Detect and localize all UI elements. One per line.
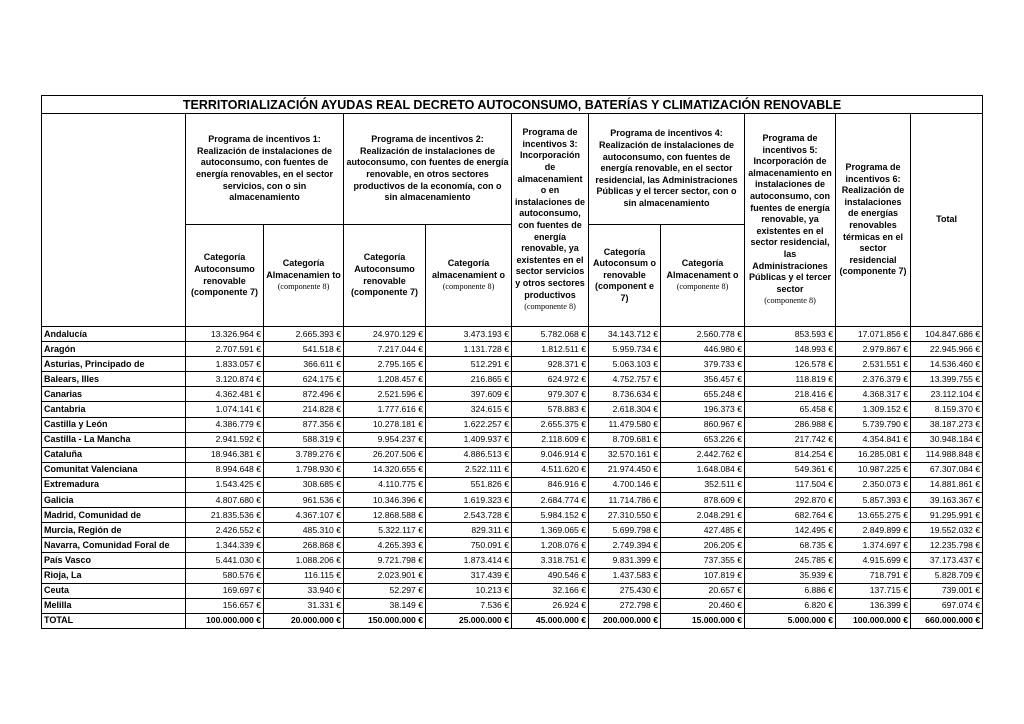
amount-c5: 2.655.375 € xyxy=(512,417,589,432)
amount-c2: 961.536 € xyxy=(264,493,344,508)
amount-c3: 12.868.588 € xyxy=(344,508,426,523)
table-row xyxy=(42,372,983,387)
amount-c2: 33.940 € xyxy=(264,583,344,598)
amount-c9: 2.350.073 € xyxy=(836,477,911,492)
amount-c6: 27.310.550 € xyxy=(589,508,661,523)
p1-autoconsumo-header: Categoría Autoconsumo renovable (componente 7) xyxy=(186,225,264,327)
amount-c7: 20.657 € xyxy=(661,583,745,598)
amount-c7: 2.442.762 € xyxy=(661,447,745,462)
table-row xyxy=(42,387,983,402)
amount-c9: 13.655.275 € xyxy=(836,508,911,523)
table-container xyxy=(41,95,982,629)
amount-c5: 490.546 € xyxy=(512,568,589,583)
region-name: Melilla xyxy=(42,598,186,613)
total-header: Total xyxy=(911,114,983,327)
amount-c10: 739.001 € xyxy=(911,583,983,598)
total-c8: 5.000.000 € xyxy=(745,613,836,628)
amount-c6: 275.430 € xyxy=(589,583,661,598)
table-row xyxy=(42,432,983,447)
amount-c8: 286.988 € xyxy=(745,417,836,432)
region-name: Cantabria xyxy=(42,402,186,417)
table-row xyxy=(42,508,983,523)
amount-c5: 928.371 € xyxy=(512,357,589,372)
amount-c1: 4.362.481 € xyxy=(186,387,264,402)
region-name: Castilla y León xyxy=(42,417,186,432)
amount-c8: 148.993 € xyxy=(745,342,836,357)
amount-c8: 682.764 € xyxy=(745,508,836,523)
amount-c3: 4.110.775 € xyxy=(344,477,426,492)
amount-c6: 5.699.798 € xyxy=(589,523,661,538)
amount-c5: 979.307 € xyxy=(512,387,589,402)
p4-almacenamiento-component: (componente 8) xyxy=(676,282,729,292)
region-name: Ceuta xyxy=(42,583,186,598)
amount-c5: 624.972 € xyxy=(512,372,589,387)
amount-c6: 11.714.786 € xyxy=(589,493,661,508)
amount-c7: 655.248 € xyxy=(661,387,745,402)
amount-c4: 1.409.937 € xyxy=(426,432,512,447)
table-row xyxy=(42,598,983,613)
amount-c2: 4.367.107 € xyxy=(264,508,344,523)
program-1-header: Programa de incentivos 1: Realización de instalaciones de autoconsumo, con fuentes de energía renovables, en el sector servicios, con o sin almacenamiento xyxy=(186,114,344,225)
region-name: Madrid, Comunidad de xyxy=(42,508,186,523)
amount-c7: 196.373 € xyxy=(661,402,745,417)
amount-c7: 20.460 € xyxy=(661,598,745,613)
amount-c7: 860.967 € xyxy=(661,417,745,432)
amount-c1: 169.697 € xyxy=(186,583,264,598)
amount-c10: 12.235.798 € xyxy=(911,538,983,553)
amount-c6: 34.143.712 € xyxy=(589,327,661,342)
amount-c7: 2.048.291 € xyxy=(661,508,745,523)
amount-c4: 317.439 € xyxy=(426,568,512,583)
amount-c5: 846.916 € xyxy=(512,477,589,492)
amount-c9: 136.399 € xyxy=(836,598,911,613)
p1-almacenamiento-text: Categoría Almacenamien to xyxy=(266,258,341,280)
amount-c10: 13.399.755 € xyxy=(911,372,983,387)
amount-c8: 6.886 € xyxy=(745,583,836,598)
amount-c6: 32.570.161 € xyxy=(589,447,661,462)
amount-c2: 31.331 € xyxy=(264,598,344,613)
amount-c10: 91.295.991 € xyxy=(911,508,983,523)
amount-c2: 366.611 € xyxy=(264,357,344,372)
amount-c7: 737.355 € xyxy=(661,553,745,568)
amount-c1: 21.835.536 € xyxy=(186,508,264,523)
program-3-text: Programa de incentivos 3: Incorporación de almacenamient o en instalaciones de autoconsumo, con fuentes de energía renovable, ya existentes en el sector servicios y otros sectores productivos xyxy=(514,127,586,300)
amount-c7: 446.980 € xyxy=(661,342,745,357)
amount-c4: 512.291 € xyxy=(426,357,512,372)
amount-c7: 352.511 € xyxy=(661,477,745,492)
amount-c10: 697.074 € xyxy=(911,598,983,613)
amount-c9: 2.531.551 € xyxy=(836,357,911,372)
amount-c7: 107.819 € xyxy=(661,568,745,583)
amount-c1: 1.074.141 € xyxy=(186,402,264,417)
amount-c10: 8.159.370 € xyxy=(911,402,983,417)
total-c7: 15.000.000 € xyxy=(661,613,745,628)
amount-c1: 3.120.874 € xyxy=(186,372,264,387)
amount-c2: 268.868 € xyxy=(264,538,344,553)
amount-c6: 11.479.580 € xyxy=(589,417,661,432)
total-c5: 45.000.000 € xyxy=(512,613,589,628)
amount-c2: 541.518 € xyxy=(264,342,344,357)
table-row xyxy=(42,553,983,568)
amount-c1: 4.386.779 € xyxy=(186,417,264,432)
amount-c1: 8.994.648 € xyxy=(186,462,264,477)
amount-c4: 2.543.728 € xyxy=(426,508,512,523)
amount-c10: 114.988.848 € xyxy=(911,447,983,462)
amount-c10: 22.945.966 € xyxy=(911,342,983,357)
program-5-component: (componente 8) xyxy=(764,296,816,306)
amount-c8: 292.870 € xyxy=(745,493,836,508)
amount-c1: 1.344.339 € xyxy=(186,538,264,553)
amount-c3: 1.777.616 € xyxy=(344,402,426,417)
amount-c3: 2.521.596 € xyxy=(344,387,426,402)
amount-c7: 356.457 € xyxy=(661,372,745,387)
amount-c5: 9.046.914 € xyxy=(512,447,589,462)
amount-c3: 2.795.165 € xyxy=(344,357,426,372)
amount-c3: 26.207.506 € xyxy=(344,447,426,462)
amount-c4: 216.865 € xyxy=(426,372,512,387)
region-name: Galicia xyxy=(42,493,186,508)
amount-c4: 3.473.193 € xyxy=(426,327,512,342)
p2-autoconsumo-header: Categoría Autoconsumo renovable (componente 7) xyxy=(344,225,426,327)
amount-c8: 6.820 € xyxy=(745,598,836,613)
amount-c4: 750.091 € xyxy=(426,538,512,553)
amount-c5: 5.782.068 € xyxy=(512,327,589,342)
amount-c5: 2.684.774 € xyxy=(512,493,589,508)
amount-c4: 551.826 € xyxy=(426,477,512,492)
amount-c4: 1.873.414 € xyxy=(426,553,512,568)
region-name: Balears, Illes xyxy=(42,372,186,387)
table-row xyxy=(42,402,983,417)
region-name: Extremadura xyxy=(42,477,186,492)
amount-c8: 142.495 € xyxy=(745,523,836,538)
region-name: Navarra, Comunidad Foral de xyxy=(42,538,186,553)
amount-c9: 1.374.697 € xyxy=(836,538,911,553)
amount-c9: 17.071.856 € xyxy=(836,327,911,342)
amount-c10: 19.552.032 € xyxy=(911,523,983,538)
amount-c3: 7.217.044 € xyxy=(344,342,426,357)
total-c2: 20.000.000 € xyxy=(264,613,344,628)
amount-c3: 2.023.901 € xyxy=(344,568,426,583)
amount-c10: 39.163.367 € xyxy=(911,493,983,508)
amount-c3: 10.278.181 € xyxy=(344,417,426,432)
amount-c8: 68.735 € xyxy=(745,538,836,553)
amount-c8: 35.939 € xyxy=(745,568,836,583)
amount-c9: 4.354.841 € xyxy=(836,432,911,447)
table-row xyxy=(42,417,983,432)
distribution-table xyxy=(41,95,983,629)
table-row xyxy=(42,538,983,553)
total-label: TOTAL xyxy=(42,613,186,628)
program-3-header xyxy=(512,114,589,327)
amount-c5: 5.984.152 € xyxy=(512,508,589,523)
amount-c6: 4.700.146 € xyxy=(589,477,661,492)
table-row xyxy=(42,583,983,598)
amount-c9: 137.715 € xyxy=(836,583,911,598)
total-c10: 660.000.000 € xyxy=(911,613,983,628)
amount-c2: 1.088.206 € xyxy=(264,553,344,568)
amount-c5: 578.883 € xyxy=(512,402,589,417)
region-name: País Vasco xyxy=(42,553,186,568)
amount-c7: 2.560.778 € xyxy=(661,327,745,342)
amount-c3: 5.322.117 € xyxy=(344,523,426,538)
program-2-header: Programa de incentivos 2: Realización de instalaciones de autoconsumo, con fuentes de energía renovable, en otros sectores productivos de la economía, con o sin almacenamiento xyxy=(344,114,512,225)
amount-c9: 1.309.152 € xyxy=(836,402,911,417)
amount-c8: 65.458 € xyxy=(745,402,836,417)
amount-c8: 117.504 € xyxy=(745,477,836,492)
amount-c4: 1.619.323 € xyxy=(426,493,512,508)
amount-c9: 16.285.081 € xyxy=(836,447,911,462)
amount-c4: 829.311 € xyxy=(426,523,512,538)
amount-c1: 2.426.552 € xyxy=(186,523,264,538)
amount-c6: 21.974.450 € xyxy=(589,462,661,477)
amount-c1: 1.543.425 € xyxy=(186,477,264,492)
amount-c2: 2.665.393 € xyxy=(264,327,344,342)
amount-c1: 13.326.964 € xyxy=(186,327,264,342)
amount-c2: 872.496 € xyxy=(264,387,344,402)
program-6-header: Programa de incentivos 6: Realización de instalaciones de energías renovables térmicas en el sector residencial (componente 7) xyxy=(836,114,911,327)
p4-almacenamiento-text: Categoría Almacenament o xyxy=(666,258,739,280)
table-body xyxy=(42,327,983,629)
table-row xyxy=(42,568,983,583)
amount-c6: 2.749.394 € xyxy=(589,538,661,553)
amount-c7: 379.733 € xyxy=(661,357,745,372)
amount-c3: 24.970.129 € xyxy=(344,327,426,342)
amount-c5: 1.208.076 € xyxy=(512,538,589,553)
amount-c1: 580.576 € xyxy=(186,568,264,583)
region-name: Asturias, Principado de xyxy=(42,357,186,372)
amount-c3: 9.721.798 € xyxy=(344,553,426,568)
table-row xyxy=(42,447,983,462)
amount-c10: 14.536.460 € xyxy=(911,357,983,372)
program-3-component: (componente 8) xyxy=(524,302,576,312)
amount-c6: 5.063.103 € xyxy=(589,357,661,372)
amount-c4: 4.886.513 € xyxy=(426,447,512,462)
amount-c7: 653.226 € xyxy=(661,432,745,447)
p4-autoconsumo-header: Categoría Autoconsum o renovable (component e 7) xyxy=(589,225,661,327)
amount-c5: 32.166 € xyxy=(512,583,589,598)
amount-c6: 272.798 € xyxy=(589,598,661,613)
p2-almacenamiento-text: Categoría almacenamient o xyxy=(431,258,506,280)
table-title: TERRITORIALIZACIÓN AYUDAS REAL DECRETO AUTOCONSUMO, BATERÍAS Y CLIMATIZACIÓN RENOVABLE xyxy=(42,96,983,114)
p1-almacenamiento-header xyxy=(264,225,344,327)
p4-almacenamiento-header xyxy=(661,225,745,327)
amount-c8: 549.361 € xyxy=(745,462,836,477)
amount-c2: 116.115 € xyxy=(264,568,344,583)
amount-c4: 1.622.257 € xyxy=(426,417,512,432)
amount-c1: 2.707.591 € xyxy=(186,342,264,357)
amount-c9: 4.915.699 € xyxy=(836,553,911,568)
table-row xyxy=(42,523,983,538)
amount-c1: 1.833.057 € xyxy=(186,357,264,372)
total-c4: 25.000.000 € xyxy=(426,613,512,628)
amount-c4: 324.615 € xyxy=(426,402,512,417)
table-row xyxy=(42,462,983,477)
region-name: Comunitat Valenciana xyxy=(42,462,186,477)
amount-c1: 5.441.030 € xyxy=(186,553,264,568)
amount-c4: 10.213 € xyxy=(426,583,512,598)
region-name: Aragón xyxy=(42,342,186,357)
amount-c7: 1.648.084 € xyxy=(661,462,745,477)
amount-c3: 14.320.655 € xyxy=(344,462,426,477)
table-row xyxy=(42,327,983,342)
amount-c3: 4.265.393 € xyxy=(344,538,426,553)
total-c6: 200.000.000 € xyxy=(589,613,661,628)
table-row xyxy=(42,342,983,357)
amount-c8: 218.416 € xyxy=(745,387,836,402)
amount-c9: 5.857.393 € xyxy=(836,493,911,508)
amount-c6: 4.752.757 € xyxy=(589,372,661,387)
p2-almacenamiento-header xyxy=(426,225,512,327)
amount-c5: 4.511.620 € xyxy=(512,462,589,477)
amount-c8: 814.254 € xyxy=(745,447,836,462)
region-name: Cataluña xyxy=(42,447,186,462)
amount-c2: 1.798.930 € xyxy=(264,462,344,477)
amount-c6: 8.709.681 € xyxy=(589,432,661,447)
amount-c9: 2.849.899 € xyxy=(836,523,911,538)
amount-c5: 26.924 € xyxy=(512,598,589,613)
amount-c6: 8.736.634 € xyxy=(589,387,661,402)
region-name: Murcia, Región de xyxy=(42,523,186,538)
amount-c6: 5.959.734 € xyxy=(589,342,661,357)
amount-c8: 126.578 € xyxy=(745,357,836,372)
amount-c10: 38.187.273 € xyxy=(911,417,983,432)
amount-c9: 4.368.317 € xyxy=(836,387,911,402)
amount-c4: 1.131.728 € xyxy=(426,342,512,357)
amount-c4: 2.522.111 € xyxy=(426,462,512,477)
amount-c10: 14.881.861 € xyxy=(911,477,983,492)
amount-c10: 30.948.184 € xyxy=(911,432,983,447)
program-5-header xyxy=(745,114,836,327)
amount-c3: 9.954.237 € xyxy=(344,432,426,447)
amount-c8: 217.742 € xyxy=(745,432,836,447)
amount-c2: 485.310 € xyxy=(264,523,344,538)
amount-c2: 214.828 € xyxy=(264,402,344,417)
amount-c7: 878.609 € xyxy=(661,493,745,508)
amount-c3: 10.346.396 € xyxy=(344,493,426,508)
total-c9: 100.000.000 € xyxy=(836,613,911,628)
total-c1: 100.000.000 € xyxy=(186,613,264,628)
amount-c5: 3.318.751 € xyxy=(512,553,589,568)
region-name: Castilla - La Mancha xyxy=(42,432,186,447)
amount-c5: 1.812.511 € xyxy=(512,342,589,357)
amount-c5: 2.118.609 € xyxy=(512,432,589,447)
amount-c1: 2.941.592 € xyxy=(186,432,264,447)
region-header-cell xyxy=(42,114,186,327)
p1-almacenamiento-component: (componente 8) xyxy=(277,282,330,292)
region-name: Andalucía xyxy=(42,327,186,342)
amount-c2: 588.319 € xyxy=(264,432,344,447)
amount-c10: 23.112.104 € xyxy=(911,387,983,402)
amount-c7: 206.205 € xyxy=(661,538,745,553)
amount-c3: 1.208.457 € xyxy=(344,372,426,387)
amount-c1: 4.807.680 € xyxy=(186,493,264,508)
total-c3: 150.000.000 € xyxy=(344,613,426,628)
amount-c8: 853.593 € xyxy=(745,327,836,342)
table-row xyxy=(42,357,983,372)
region-name: Canarias xyxy=(42,387,186,402)
amount-c6: 2.618.304 € xyxy=(589,402,661,417)
amount-c2: 3.789.276 € xyxy=(264,447,344,462)
amount-c2: 308.685 € xyxy=(264,477,344,492)
amount-c7: 427.485 € xyxy=(661,523,745,538)
amount-c2: 877.356 € xyxy=(264,417,344,432)
total-row xyxy=(42,613,983,628)
table-row xyxy=(42,477,983,492)
amount-c5: 1.369.065 € xyxy=(512,523,589,538)
amount-c10: 67.307.084 € xyxy=(911,462,983,477)
amount-c9: 10.987.225 € xyxy=(836,462,911,477)
amount-c3: 38.149 € xyxy=(344,598,426,613)
amount-c9: 5.739.790 € xyxy=(836,417,911,432)
region-name: Rioja, La xyxy=(42,568,186,583)
amount-c10: 37.173.437 € xyxy=(911,553,983,568)
amount-c8: 118.819 € xyxy=(745,372,836,387)
table-row xyxy=(42,493,983,508)
amount-c9: 2.376.379 € xyxy=(836,372,911,387)
amount-c6: 9.831.399 € xyxy=(589,553,661,568)
amount-c4: 397.609 € xyxy=(426,387,512,402)
amount-c1: 156.657 € xyxy=(186,598,264,613)
amount-c2: 624.175 € xyxy=(264,372,344,387)
amount-c6: 1.437.583 € xyxy=(589,568,661,583)
amount-c9: 2.979.867 € xyxy=(836,342,911,357)
amount-c3: 52.297 € xyxy=(344,583,426,598)
program-4-header: Programa de incentivos 4: Realización de instalaciones de autoconsumo, con fuentes de energía renovable, en el sector residencial, las Administraciones Públicas y el tercer sector, con o sin almacenamiento xyxy=(589,114,745,225)
amount-c10: 104.847.686 € xyxy=(911,327,983,342)
amount-c10: 5.828.709 € xyxy=(911,568,983,583)
program-5-text: Programa de incentivos 5: Incorporación de almacenamiento en instalaciones de autoconsumo, con fuentes de energía renovable, ya existentes en el sector residencial, las Administraciones Públicas y el tercer sector xyxy=(748,133,832,294)
amount-c4: 7.536 € xyxy=(426,598,512,613)
amount-c1: 18.946.381 € xyxy=(186,447,264,462)
p2-almacenamiento-component: (componente 8) xyxy=(442,282,495,292)
amount-c8: 245.785 € xyxy=(745,553,836,568)
amount-c9: 718.791 € xyxy=(836,568,911,583)
